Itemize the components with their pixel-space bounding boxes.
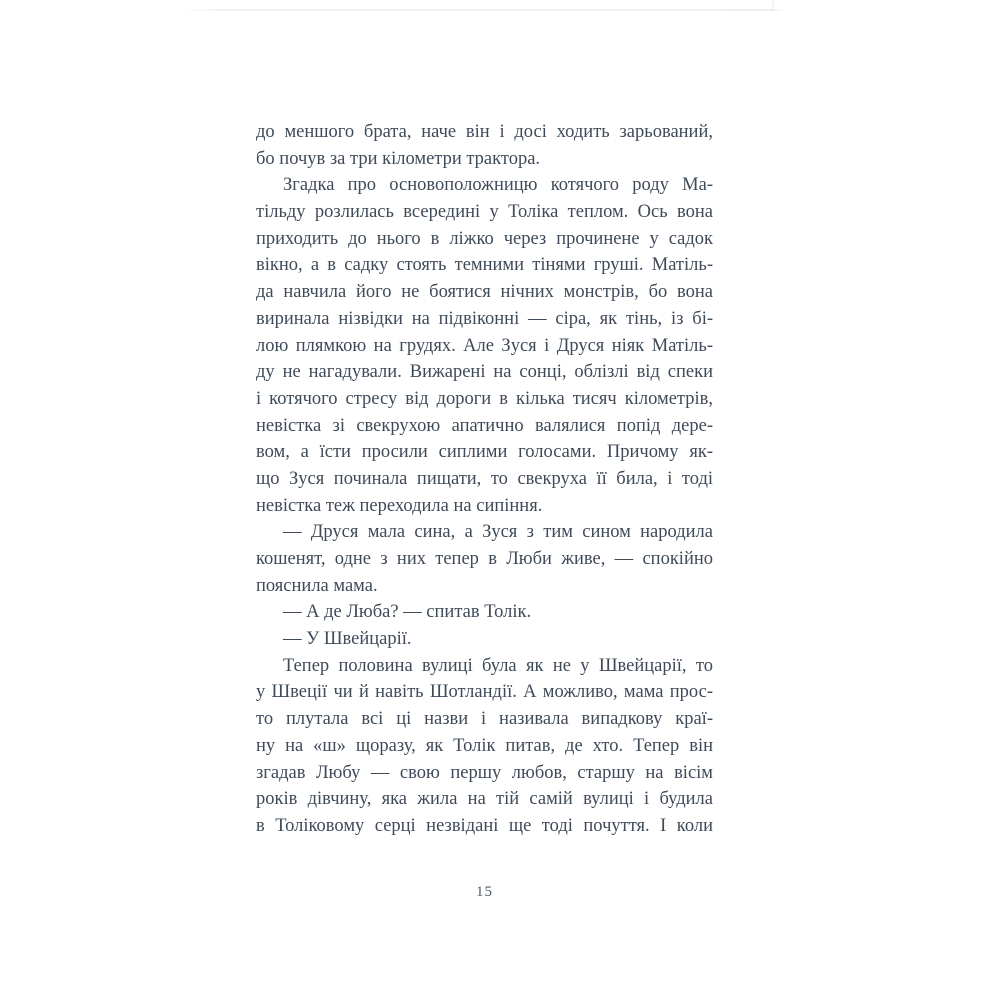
text-line: невістка зі свекрухою апатично валялися попід дере- [256,415,713,436]
text-line: кошенят, одне з них тепер в Люби живе, — спокійно [256,549,713,569]
text-line: згадав Любу — свою першу любов, старшу на вісім [256,762,713,783]
text-line: Згадка про основоположницю котячого роду Ма- [283,175,713,196]
dialogue-line: — У Швейцарії. [283,629,412,650]
text-line: що Зуся починала пищати, то свекруха її била, і тоді [256,468,713,489]
dialogue-line: — Друся мала сина, а Зуся з тим сином народила [283,522,713,543]
text-line: невістка теж переходила на сипіння. [256,495,543,516]
text-line: приходить до нього в ліжко через прочинене у садок [256,228,713,249]
text-line: виринала нізвідки на підвіконні — сіра, як тінь, із бі- [256,308,713,329]
text-line: бо почув за три кілометри трактора. [256,148,541,169]
text-line: в Толіковому серці незвідані ще тоді почуття. І коли [256,815,713,836]
text-line: у Швеції чи й навіть Шотландії. А можливо, мама прос- [256,682,713,703]
page-text-block [256,119,713,840]
page-top-edge-shadow [183,9,786,11]
text-line: вікно, а в садку стоять темними тінями груші. Матіль- [256,255,713,276]
text-line: тільду розлилась всередині у Толіка теплом. Ось вона [256,202,713,223]
text-line: пояснила мама. [256,575,378,596]
page-corner-shadow [772,1,774,10]
page-number: 15 [476,884,493,900]
text-line: до меншого брата, наче він і досі ходить зарьований, [256,122,713,142]
text-line: ну на «ш» щоразу, як Толік питав, де хто. Тепер він [256,735,713,756]
text-line: років дівчину, яка жила на тій самій вулиці і будила [256,789,713,810]
text-line: то плутала всі ці назви і називала випадкову краї- [256,709,713,730]
text-line: вом, а їсти просили сиплими голосами. Причому як- [256,442,713,463]
text-line: да навчила його не боятися нічних монстрів, бо вона [256,282,713,303]
dialogue-line: — А де Люба? — спитав Толік. [283,602,532,623]
text-line: і котячого стресу від дороги в кілька тисяч кілометрів, [256,388,713,409]
text-line: ду не нагадували. Вижарені на сонці, облізлі від спеки [256,362,713,383]
text-line: лою плямкою на грудях. Але Зуся і Друся ніяк Матіль- [256,335,713,356]
text-line: Тепер половина вулиці була як не у Швейцарії, то [283,655,713,676]
